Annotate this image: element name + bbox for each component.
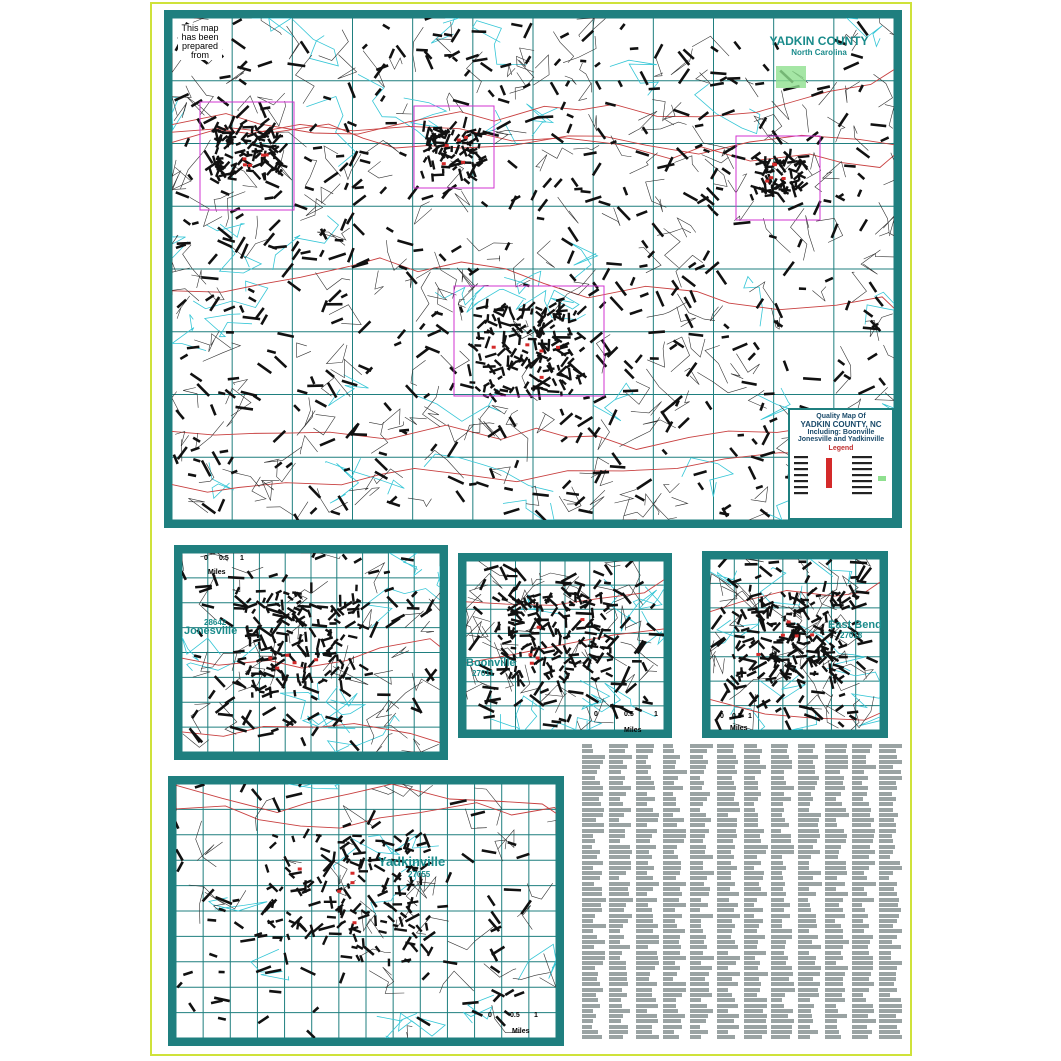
street-index — [582, 744, 902, 1044]
grid-col-label: K — [802, 12, 806, 18]
index-column — [798, 744, 824, 1041]
grid-row-label: 5 — [896, 296, 899, 303]
state-subtitle: North Carolina — [791, 48, 847, 57]
legend-heading: Legend — [828, 445, 854, 452]
inset-east-bend-title: East Bend — [828, 619, 882, 631]
park-area — [776, 66, 806, 88]
scale-one: 1 — [748, 713, 752, 720]
scale-one: 1 — [240, 555, 244, 562]
legend-symbols — [790, 452, 890, 502]
legend-panel — [788, 408, 894, 520]
prep-note-line: from — [191, 50, 209, 60]
grid-row-label: 2 — [166, 108, 169, 115]
inset-yadkinville-title: Yadkinville — [378, 854, 446, 869]
grid-row-label: 5 — [166, 296, 169, 303]
county-title: YADKIN COUNTY — [769, 34, 869, 48]
index-column — [771, 744, 797, 1041]
grid-col-label: L — [862, 522, 866, 528]
prep-note — [178, 24, 222, 60]
grid-col-label: C — [320, 12, 325, 18]
scale-half: 0.5 — [510, 1012, 520, 1019]
inset-jonesville-zip: 28642 — [204, 618, 227, 627]
grid-col-label: H — [621, 522, 626, 528]
grid-row-label: 4 — [896, 233, 899, 240]
legend-line-3: Including: Boonville — [807, 429, 875, 436]
scale-unit: Miles — [208, 569, 226, 576]
map-title — [760, 34, 878, 57]
inset-jonesville[interactable] — [174, 545, 448, 760]
index-column — [663, 744, 689, 1041]
legend-line-4: Jonesville and Yadkinville — [797, 436, 885, 443]
scale-one: 1 — [534, 1012, 538, 1019]
index-column — [852, 744, 878, 1041]
inset-boonville-canvas — [458, 553, 672, 738]
scale-unit: Miles — [730, 725, 748, 732]
index-column — [690, 744, 716, 1041]
grid-col-label: E — [441, 522, 445, 528]
inset-boonville-title: Boonville — [466, 657, 516, 669]
scale-half: 0.5 — [624, 711, 634, 718]
inset-yadkinville-canvas — [168, 776, 564, 1046]
grid-col-label: E — [441, 12, 445, 18]
grid-col-label: J — [742, 12, 745, 18]
grid-col-label: F — [501, 12, 505, 18]
grid-col-label: B — [260, 12, 264, 18]
grid-col-label: A — [200, 522, 204, 528]
grid-col-label: L — [862, 12, 866, 18]
grid-col-label: F — [501, 522, 505, 528]
index-column — [609, 744, 635, 1041]
prep-note-line: has been — [181, 32, 219, 42]
scale-zero: 0 — [488, 1012, 492, 1019]
grid-row-label: 8 — [166, 484, 169, 491]
inset-east-bend-zip: 27018 — [840, 631, 863, 640]
grid-row-label: 3 — [166, 170, 169, 177]
index-column — [636, 744, 662, 1041]
inset-east-bend-canvas — [702, 551, 888, 738]
grid-col-label: C — [320, 522, 325, 528]
grid-col-label: J — [742, 522, 745, 528]
inset-boonville[interactable] — [458, 553, 672, 738]
index-column — [879, 744, 902, 1041]
grid-col-label: B — [260, 522, 264, 528]
inset-boonville-zip: 27011 — [472, 669, 494, 678]
inset-jonesville-title: Jonesville — [184, 625, 238, 637]
grid-row-label: 7 — [166, 421, 169, 428]
scale-zero: 0 — [204, 555, 208, 562]
grid-col-label: D — [380, 522, 385, 528]
index-column — [582, 744, 608, 1041]
scale-zero: 0 — [720, 713, 724, 720]
prep-note-line: prepared — [181, 41, 219, 51]
index-column — [744, 744, 770, 1041]
legend-line-1: Quality Map Of — [816, 413, 866, 420]
scale-zero: 0 — [594, 711, 598, 718]
scale-one: 1 — [654, 711, 658, 718]
grid-col-label: K — [802, 522, 806, 528]
index-column — [825, 744, 851, 1041]
grid-row-label: 1 — [896, 45, 899, 52]
scale-half: 0.5 — [219, 555, 229, 562]
grid-row-label: 3 — [896, 170, 899, 177]
grid-row-label: 1 — [166, 45, 169, 52]
main-county-map[interactable] — [164, 10, 902, 528]
grid-col-label: G — [561, 12, 566, 18]
prep-note-line: This map — [181, 23, 219, 33]
grid-col-label: H — [621, 12, 626, 18]
grid-col-label: A — [200, 12, 204, 18]
inset-jonesville-canvas — [174, 545, 448, 760]
grid-row-label: 4 — [166, 233, 169, 240]
inset-yadkinville-zip: 27055 — [408, 870, 431, 879]
inset-yadkinville[interactable] — [168, 776, 564, 1046]
grid-col-label: D — [380, 12, 385, 18]
scale-unit: Miles — [624, 727, 642, 734]
legend-line-2: YADKIN COUNTY, NC — [800, 420, 882, 429]
grid-col-label: G — [561, 522, 566, 528]
grid-col-label: I — [682, 12, 685, 18]
scale-unit: Miles — [512, 1028, 530, 1035]
grid-row-label: 6 — [166, 359, 169, 366]
grid-row-label: 8 — [896, 484, 899, 491]
scale-half: 0.5 — [732, 713, 742, 720]
grid-col-label: I — [682, 522, 685, 528]
grid-row-label: 2 — [896, 108, 899, 115]
grid-row-label: 6 — [896, 359, 899, 366]
grid-row-label: 7 — [896, 421, 899, 428]
inset-east-bend[interactable] — [702, 551, 888, 738]
index-column — [717, 744, 743, 1041]
